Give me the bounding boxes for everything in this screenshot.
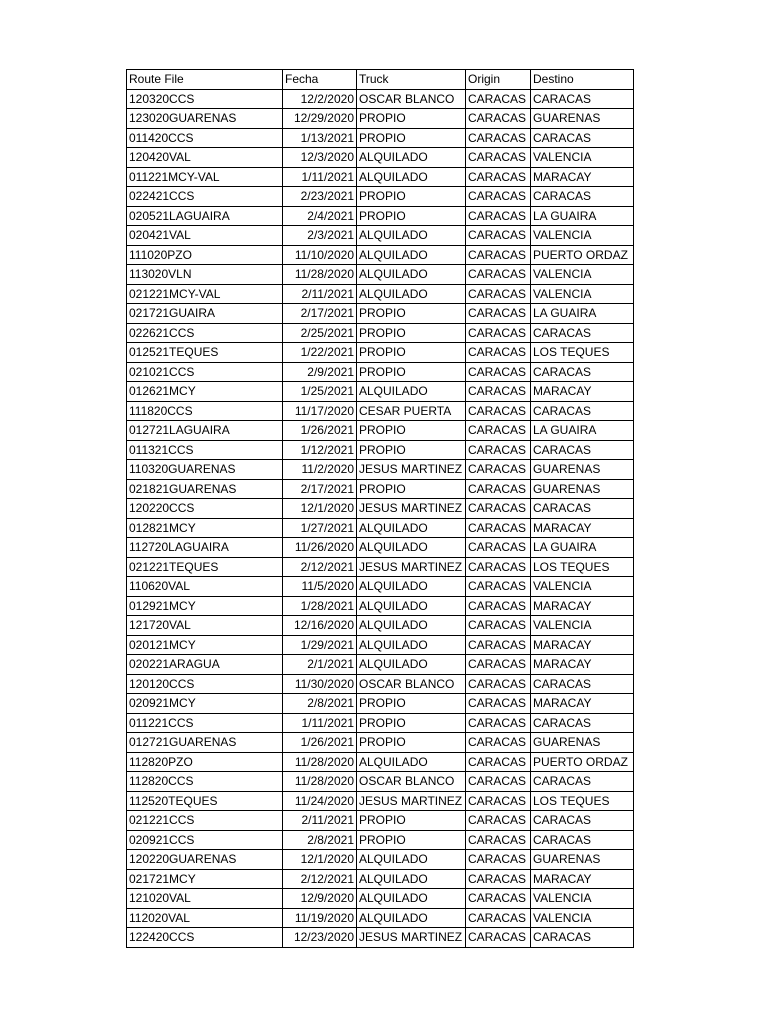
cell-origin: CARACAS [466, 401, 531, 421]
cell-fecha: 11/26/2020 [283, 538, 357, 558]
cell-truck: ALQUILADO [357, 538, 466, 558]
cell-route-file: 110320GUARENAS [127, 460, 283, 480]
cell-truck: JESUS MARTINEZ [357, 499, 466, 519]
table-row [127, 655, 634, 675]
table-row [127, 557, 634, 577]
cell-truck: ALQUILADO [357, 518, 466, 538]
cell-truck: PROPIO [357, 304, 466, 324]
cell-fecha: 2/4/2021 [283, 206, 357, 226]
table-row [127, 596, 634, 616]
cell-destino: VALENCIA [531, 889, 634, 909]
cell-route-file: 021721GUAIRA [127, 304, 283, 324]
cell-route-file: 110620VAL [127, 577, 283, 597]
cell-origin: CARACAS [466, 694, 531, 714]
cell-fecha: 11/10/2020 [283, 245, 357, 265]
cell-fecha: 2/1/2021 [283, 655, 357, 675]
table-row [127, 908, 634, 928]
cell-truck: ALQUILADO [357, 908, 466, 928]
cell-route-file: 020921CCS [127, 830, 283, 850]
cell-fecha: 1/26/2021 [283, 421, 357, 441]
cell-route-file: 112020VAL [127, 908, 283, 928]
table-row [127, 928, 634, 948]
cell-fecha: 11/28/2020 [283, 265, 357, 285]
cell-route-file: 021021CCS [127, 362, 283, 382]
cell-origin: CARACAS [466, 148, 531, 168]
cell-fecha: 1/26/2021 [283, 733, 357, 753]
cell-truck: ALQUILADO [357, 167, 466, 187]
table-row [127, 538, 634, 558]
cell-truck: ALQUILADO [357, 889, 466, 909]
cell-route-file: 021821GUARENAS [127, 479, 283, 499]
cell-route-file: 112820PZO [127, 752, 283, 772]
cell-fecha: 1/12/2021 [283, 440, 357, 460]
cell-origin: CARACAS [466, 713, 531, 733]
cell-origin: CARACAS [466, 889, 531, 909]
cell-destino: LOS TEQUES [531, 791, 634, 811]
header-row [127, 70, 634, 90]
table-row [127, 772, 634, 792]
spreadsheet [126, 69, 634, 948]
cell-route-file: 022621CCS [127, 323, 283, 343]
cell-destino: MARACAY [531, 518, 634, 538]
cell-truck: ALQUILADO [357, 596, 466, 616]
cell-destino: MARACAY [531, 382, 634, 402]
cell-route-file: 020421VAL [127, 226, 283, 246]
cell-route-file: 112520TEQUES [127, 791, 283, 811]
cell-fecha: 1/11/2021 [283, 167, 357, 187]
cell-route-file: 122420CCS [127, 928, 283, 948]
cell-fecha: 11/5/2020 [283, 577, 357, 597]
header-route-file: Route File [127, 70, 283, 90]
cell-route-file: 021221CCS [127, 811, 283, 831]
cell-origin: CARACAS [466, 362, 531, 382]
cell-fecha: 11/17/2020 [283, 401, 357, 421]
cell-origin: CARACAS [466, 206, 531, 226]
cell-truck: OSCAR BLANCO [357, 89, 466, 109]
cell-truck: PROPIO [357, 109, 466, 129]
table-row [127, 479, 634, 499]
cell-truck: PROPIO [357, 362, 466, 382]
cell-fecha: 12/23/2020 [283, 928, 357, 948]
cell-destino: VALENCIA [531, 577, 634, 597]
cell-fecha: 12/29/2020 [283, 109, 357, 129]
cell-truck: ALQUILADO [357, 752, 466, 772]
cell-fecha: 12/9/2020 [283, 889, 357, 909]
cell-truck: PROPIO [357, 694, 466, 714]
cell-destino: CARACAS [531, 674, 634, 694]
cell-destino: GUARENAS [531, 479, 634, 499]
cell-origin: CARACAS [466, 674, 531, 694]
cell-origin: CARACAS [466, 733, 531, 753]
cell-destino: CARACAS [531, 772, 634, 792]
cell-truck: JESUS MARTINEZ [357, 791, 466, 811]
cell-route-file: 120220CCS [127, 499, 283, 519]
cell-route-file: 111020PZO [127, 245, 283, 265]
table-row [127, 343, 634, 363]
table-row [127, 128, 634, 148]
cell-origin: CARACAS [466, 869, 531, 889]
cell-fecha: 2/12/2021 [283, 869, 357, 889]
cell-destino: VALENCIA [531, 616, 634, 636]
header-fecha: Fecha [283, 70, 357, 90]
cell-origin: CARACAS [466, 284, 531, 304]
header-destino: Destino [531, 70, 634, 90]
cell-destino: LA GUAIRA [531, 304, 634, 324]
cell-origin: CARACAS [466, 187, 531, 207]
table-row [127, 616, 634, 636]
header-truck: Truck [357, 70, 466, 90]
cell-truck: ALQUILADO [357, 635, 466, 655]
cell-truck: ALQUILADO [357, 245, 466, 265]
cell-fecha: 12/3/2020 [283, 148, 357, 168]
cell-truck: PROPIO [357, 187, 466, 207]
table-row [127, 284, 634, 304]
table-row [127, 421, 634, 441]
cell-route-file: 120320CCS [127, 89, 283, 109]
table-row [127, 674, 634, 694]
cell-truck: ALQUILADO [357, 850, 466, 870]
cell-fecha: 1/28/2021 [283, 596, 357, 616]
cell-fecha: 11/30/2020 [283, 674, 357, 694]
table-row [127, 791, 634, 811]
cell-fecha: 12/1/2020 [283, 850, 357, 870]
cell-destino: GUARENAS [531, 850, 634, 870]
cell-destino: LA GUAIRA [531, 538, 634, 558]
cell-origin: CARACAS [466, 850, 531, 870]
cell-route-file: 113020VLN [127, 265, 283, 285]
route-table [126, 69, 634, 948]
cell-fecha: 2/11/2021 [283, 284, 357, 304]
cell-fecha: 2/17/2021 [283, 304, 357, 324]
cell-route-file: 021221TEQUES [127, 557, 283, 577]
cell-route-file: 111820CCS [127, 401, 283, 421]
cell-fecha: 1/29/2021 [283, 635, 357, 655]
cell-truck: PROPIO [357, 206, 466, 226]
cell-fecha: 2/9/2021 [283, 362, 357, 382]
cell-route-file: 021721MCY [127, 869, 283, 889]
cell-fecha: 1/25/2021 [283, 382, 357, 402]
cell-route-file: 011221CCS [127, 713, 283, 733]
cell-truck: PROPIO [357, 421, 466, 441]
cell-truck: ALQUILADO [357, 226, 466, 246]
table-row [127, 265, 634, 285]
cell-destino: MARACAY [531, 635, 634, 655]
cell-origin: CARACAS [466, 928, 531, 948]
cell-route-file: 012721GUARENAS [127, 733, 283, 753]
cell-origin: CARACAS [466, 791, 531, 811]
cell-origin: CARACAS [466, 109, 531, 129]
cell-origin: CARACAS [466, 772, 531, 792]
cell-route-file: 012521TEQUES [127, 343, 283, 363]
table-row [127, 89, 634, 109]
table-row [127, 811, 634, 831]
table-row [127, 713, 634, 733]
cell-origin: CARACAS [466, 830, 531, 850]
cell-truck: PROPIO [357, 343, 466, 363]
cell-route-file: 112820CCS [127, 772, 283, 792]
cell-origin: CARACAS [466, 460, 531, 480]
cell-destino: MARACAY [531, 694, 634, 714]
table-row [127, 187, 634, 207]
cell-route-file: 123020GUARENAS [127, 109, 283, 129]
cell-destino: CARACAS [531, 440, 634, 460]
cell-destino: PUERTO ORDAZ [531, 752, 634, 772]
cell-origin: CARACAS [466, 304, 531, 324]
cell-destino: LA GUAIRA [531, 421, 634, 441]
cell-destino: VALENCIA [531, 226, 634, 246]
cell-destino: CARACAS [531, 713, 634, 733]
table-row [127, 499, 634, 519]
table-row [127, 401, 634, 421]
cell-origin: CARACAS [466, 265, 531, 285]
table-row [127, 167, 634, 187]
cell-destino: CARACAS [531, 323, 634, 343]
cell-route-file: 112720LAGUAIRA [127, 538, 283, 558]
cell-route-file: 020221ARAGUA [127, 655, 283, 675]
cell-destino: CARACAS [531, 89, 634, 109]
table-row [127, 869, 634, 889]
cell-fecha: 2/8/2021 [283, 830, 357, 850]
table-row [127, 577, 634, 597]
cell-fecha: 12/16/2020 [283, 616, 357, 636]
cell-truck: PROPIO [357, 479, 466, 499]
cell-origin: CARACAS [466, 89, 531, 109]
cell-truck: ALQUILADO [357, 655, 466, 675]
cell-destino: GUARENAS [531, 460, 634, 480]
cell-origin: CARACAS [466, 908, 531, 928]
cell-truck: PROPIO [357, 128, 466, 148]
cell-truck: ALQUILADO [357, 577, 466, 597]
cell-destino: CARACAS [531, 830, 634, 850]
cell-truck: PROPIO [357, 713, 466, 733]
table-row [127, 752, 634, 772]
cell-truck: JESUS MARTINEZ [357, 557, 466, 577]
cell-truck: JESUS MARTINEZ [357, 928, 466, 948]
cell-destino: VALENCIA [531, 284, 634, 304]
cell-route-file: 020921MCY [127, 694, 283, 714]
cell-fecha: 2/12/2021 [283, 557, 357, 577]
cell-origin: CARACAS [466, 499, 531, 519]
cell-destino: MARACAY [531, 167, 634, 187]
cell-truck: ALQUILADO [357, 265, 466, 285]
cell-origin: CARACAS [466, 128, 531, 148]
cell-route-file: 012621MCY [127, 382, 283, 402]
cell-destino: GUARENAS [531, 733, 634, 753]
cell-destino: CARACAS [531, 187, 634, 207]
cell-origin: CARACAS [466, 343, 531, 363]
cell-fecha: 12/2/2020 [283, 89, 357, 109]
cell-origin: CARACAS [466, 167, 531, 187]
cell-destino: GUARENAS [531, 109, 634, 129]
cell-route-file: 120220GUARENAS [127, 850, 283, 870]
cell-route-file: 022421CCS [127, 187, 283, 207]
cell-fecha: 11/28/2020 [283, 752, 357, 772]
cell-fecha: 1/13/2021 [283, 128, 357, 148]
cell-origin: CARACAS [466, 226, 531, 246]
cell-truck: OSCAR BLANCO [357, 674, 466, 694]
table-row [127, 635, 634, 655]
cell-fecha: 2/8/2021 [283, 694, 357, 714]
cell-route-file: 121020VAL [127, 889, 283, 909]
cell-truck: PROPIO [357, 811, 466, 831]
cell-truck: JESUS MARTINEZ [357, 460, 466, 480]
table-row [127, 830, 634, 850]
cell-fecha: 1/27/2021 [283, 518, 357, 538]
cell-destino: CARACAS [531, 362, 634, 382]
cell-route-file: 011321CCS [127, 440, 283, 460]
cell-destino: CARACAS [531, 928, 634, 948]
table-row [127, 440, 634, 460]
table-row [127, 889, 634, 909]
cell-truck: OSCAR BLANCO [357, 772, 466, 792]
cell-destino: LA GUAIRA [531, 206, 634, 226]
cell-route-file: 121720VAL [127, 616, 283, 636]
table-row [127, 323, 634, 343]
cell-origin: CARACAS [466, 538, 531, 558]
cell-destino: VALENCIA [531, 265, 634, 285]
cell-destino: VALENCIA [531, 148, 634, 168]
table-row [127, 518, 634, 538]
table-row [127, 226, 634, 246]
cell-origin: CARACAS [466, 616, 531, 636]
cell-destino: PUERTO ORDAZ [531, 245, 634, 265]
cell-route-file: 120120CCS [127, 674, 283, 694]
table-row [127, 109, 634, 129]
cell-origin: CARACAS [466, 245, 531, 265]
cell-fecha: 2/23/2021 [283, 187, 357, 207]
cell-fecha: 1/22/2021 [283, 343, 357, 363]
cell-destino: CARACAS [531, 499, 634, 519]
cell-origin: CARACAS [466, 382, 531, 402]
cell-fecha: 1/11/2021 [283, 713, 357, 733]
cell-fecha: 2/17/2021 [283, 479, 357, 499]
cell-fecha: 2/25/2021 [283, 323, 357, 343]
cell-truck: ALQUILADO [357, 869, 466, 889]
cell-destino: MARACAY [531, 655, 634, 675]
cell-route-file: 020521LAGUAIRA [127, 206, 283, 226]
table-row [127, 362, 634, 382]
table-row [127, 245, 634, 265]
cell-origin: CARACAS [466, 577, 531, 597]
cell-origin: CARACAS [466, 421, 531, 441]
table-row [127, 304, 634, 324]
table-row [127, 733, 634, 753]
table-row [127, 382, 634, 402]
cell-route-file: 120420VAL [127, 148, 283, 168]
cell-truck: PROPIO [357, 830, 466, 850]
cell-route-file: 011221MCY-VAL [127, 167, 283, 187]
cell-fecha: 11/19/2020 [283, 908, 357, 928]
cell-origin: CARACAS [466, 596, 531, 616]
cell-route-file: 020121MCY [127, 635, 283, 655]
table-row [127, 850, 634, 870]
cell-origin: CARACAS [466, 811, 531, 831]
cell-route-file: 012921MCY [127, 596, 283, 616]
table-row [127, 694, 634, 714]
cell-destino: CARACAS [531, 811, 634, 831]
cell-truck: ALQUILADO [357, 284, 466, 304]
cell-route-file: 012721LAGUAIRA [127, 421, 283, 441]
cell-truck: PROPIO [357, 733, 466, 753]
cell-truck: ALQUILADO [357, 616, 466, 636]
cell-truck: ALQUILADO [357, 148, 466, 168]
cell-origin: CARACAS [466, 655, 531, 675]
table-row [127, 460, 634, 480]
cell-origin: CARACAS [466, 557, 531, 577]
cell-fecha: 11/28/2020 [283, 772, 357, 792]
cell-fecha: 11/24/2020 [283, 791, 357, 811]
cell-destino: VALENCIA [531, 908, 634, 928]
cell-route-file: 021221MCY-VAL [127, 284, 283, 304]
cell-destino: LOS TEQUES [531, 343, 634, 363]
cell-route-file: 011420CCS [127, 128, 283, 148]
cell-truck: PROPIO [357, 440, 466, 460]
cell-fecha: 12/1/2020 [283, 499, 357, 519]
cell-destino: MARACAY [531, 596, 634, 616]
cell-origin: CARACAS [466, 635, 531, 655]
cell-destino: CARACAS [531, 128, 634, 148]
cell-origin: CARACAS [466, 440, 531, 460]
table-row [127, 148, 634, 168]
cell-origin: CARACAS [466, 518, 531, 538]
cell-truck: PROPIO [357, 323, 466, 343]
cell-route-file: 012821MCY [127, 518, 283, 538]
table-row [127, 206, 634, 226]
cell-origin: CARACAS [466, 479, 531, 499]
cell-destino: CARACAS [531, 401, 634, 421]
cell-fecha: 11/2/2020 [283, 460, 357, 480]
cell-truck: ALQUILADO [357, 382, 466, 402]
cell-fecha: 2/3/2021 [283, 226, 357, 246]
header-origin: Origin [466, 70, 531, 90]
cell-truck: CESAR PUERTA [357, 401, 466, 421]
cell-fecha: 2/11/2021 [283, 811, 357, 831]
cell-destino: LOS TEQUES [531, 557, 634, 577]
cell-origin: CARACAS [466, 323, 531, 343]
cell-origin: CARACAS [466, 752, 531, 772]
cell-destino: MARACAY [531, 869, 634, 889]
